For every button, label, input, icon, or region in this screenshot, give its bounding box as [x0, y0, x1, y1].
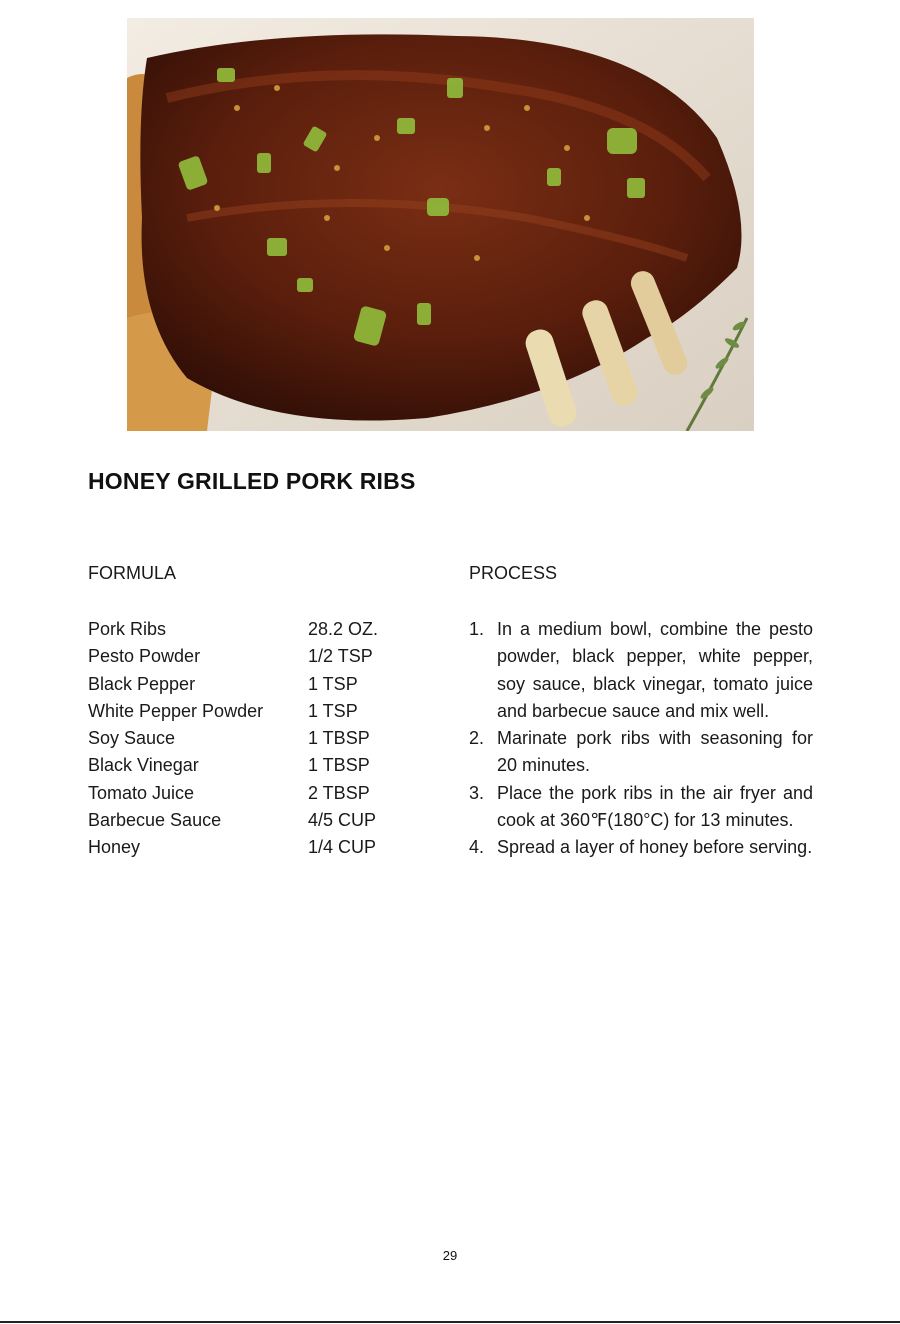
- process-heading: PROCESS: [469, 563, 558, 583]
- ingredient-qty: 1/4 CUP: [308, 837, 377, 858]
- ingredient-row: [88, 834, 408, 861]
- ingredient-name: Honey: [88, 837, 141, 858]
- step-text: Spread a layer of honey before serving.: [497, 837, 813, 858]
- ingredient-qty: 2 TBSP: [308, 782, 370, 803]
- ingredient-qty: 1 TBSP: [308, 728, 370, 749]
- step-number: 1.: [469, 619, 485, 639]
- ingredient-row: [88, 752, 408, 779]
- step-text: In a medium bowl, combine the pesto powder, black pepper, white pepper, soy sauce, black vinegar, tomato juice and barbecue sauce and mix well.: [497, 619, 813, 721]
- step-text: Place the pork ribs in the air fryer and cook at 360℉(180°C) for 13 minutes.: [497, 782, 813, 831]
- ingredient-row: [88, 780, 408, 807]
- ingredient-name: Pesto Powder: [88, 646, 201, 667]
- ingredient-name: Black Pepper: [88, 673, 196, 694]
- ingredient-name: Soy Sauce: [88, 728, 176, 749]
- ingredient-row: [88, 643, 408, 670]
- ingredient-row: [88, 616, 408, 643]
- ingredient-name: Pork Ribs: [88, 619, 167, 639]
- ingredient-qty: 1 TSP: [308, 700, 358, 721]
- process-step: [469, 616, 813, 725]
- ingredient-qty: 28.2 OZ.: [308, 619, 379, 639]
- recipe-photo: [127, 18, 754, 431]
- process-step: [469, 834, 813, 861]
- ingredient-list: [88, 616, 408, 862]
- step-number: 4.: [469, 837, 485, 858]
- ingredient-qty: 1 TSP: [308, 673, 358, 694]
- step-text: Marinate pork ribs with seasoning for 20 minutes.: [497, 728, 813, 776]
- ingredient-row: [88, 698, 408, 725]
- page-number: 29: [442, 1248, 458, 1263]
- ingredient-name: Black Vinegar: [88, 755, 199, 776]
- ingredient-name: Tomato Juice: [88, 782, 195, 803]
- ingredient-qty: 1 TBSP: [308, 755, 370, 776]
- process-step: [469, 780, 813, 835]
- bottom-divider: [0, 1321, 900, 1323]
- ingredient-qty: 4/5 CUP: [308, 810, 377, 831]
- recipe-title: HONEY GRILLED PORK RIBS: [88, 468, 416, 494]
- process-steps: [469, 616, 813, 862]
- ingredient-row: [88, 725, 408, 752]
- formula-heading: FORMULA: [88, 563, 177, 583]
- grilled-pork-ribs-photo: [127, 18, 754, 431]
- ingredient-row: [88, 807, 408, 834]
- process-step: [469, 725, 813, 780]
- ingredient-row: [88, 671, 408, 698]
- step-number: 3.: [469, 782, 485, 803]
- step-number: 2.: [469, 728, 485, 749]
- ingredient-name: White Pepper Powder: [88, 700, 264, 721]
- ingredient-qty: 1/2 TSP: [308, 646, 373, 667]
- ingredient-name: Barbecue Sauce: [88, 810, 222, 831]
